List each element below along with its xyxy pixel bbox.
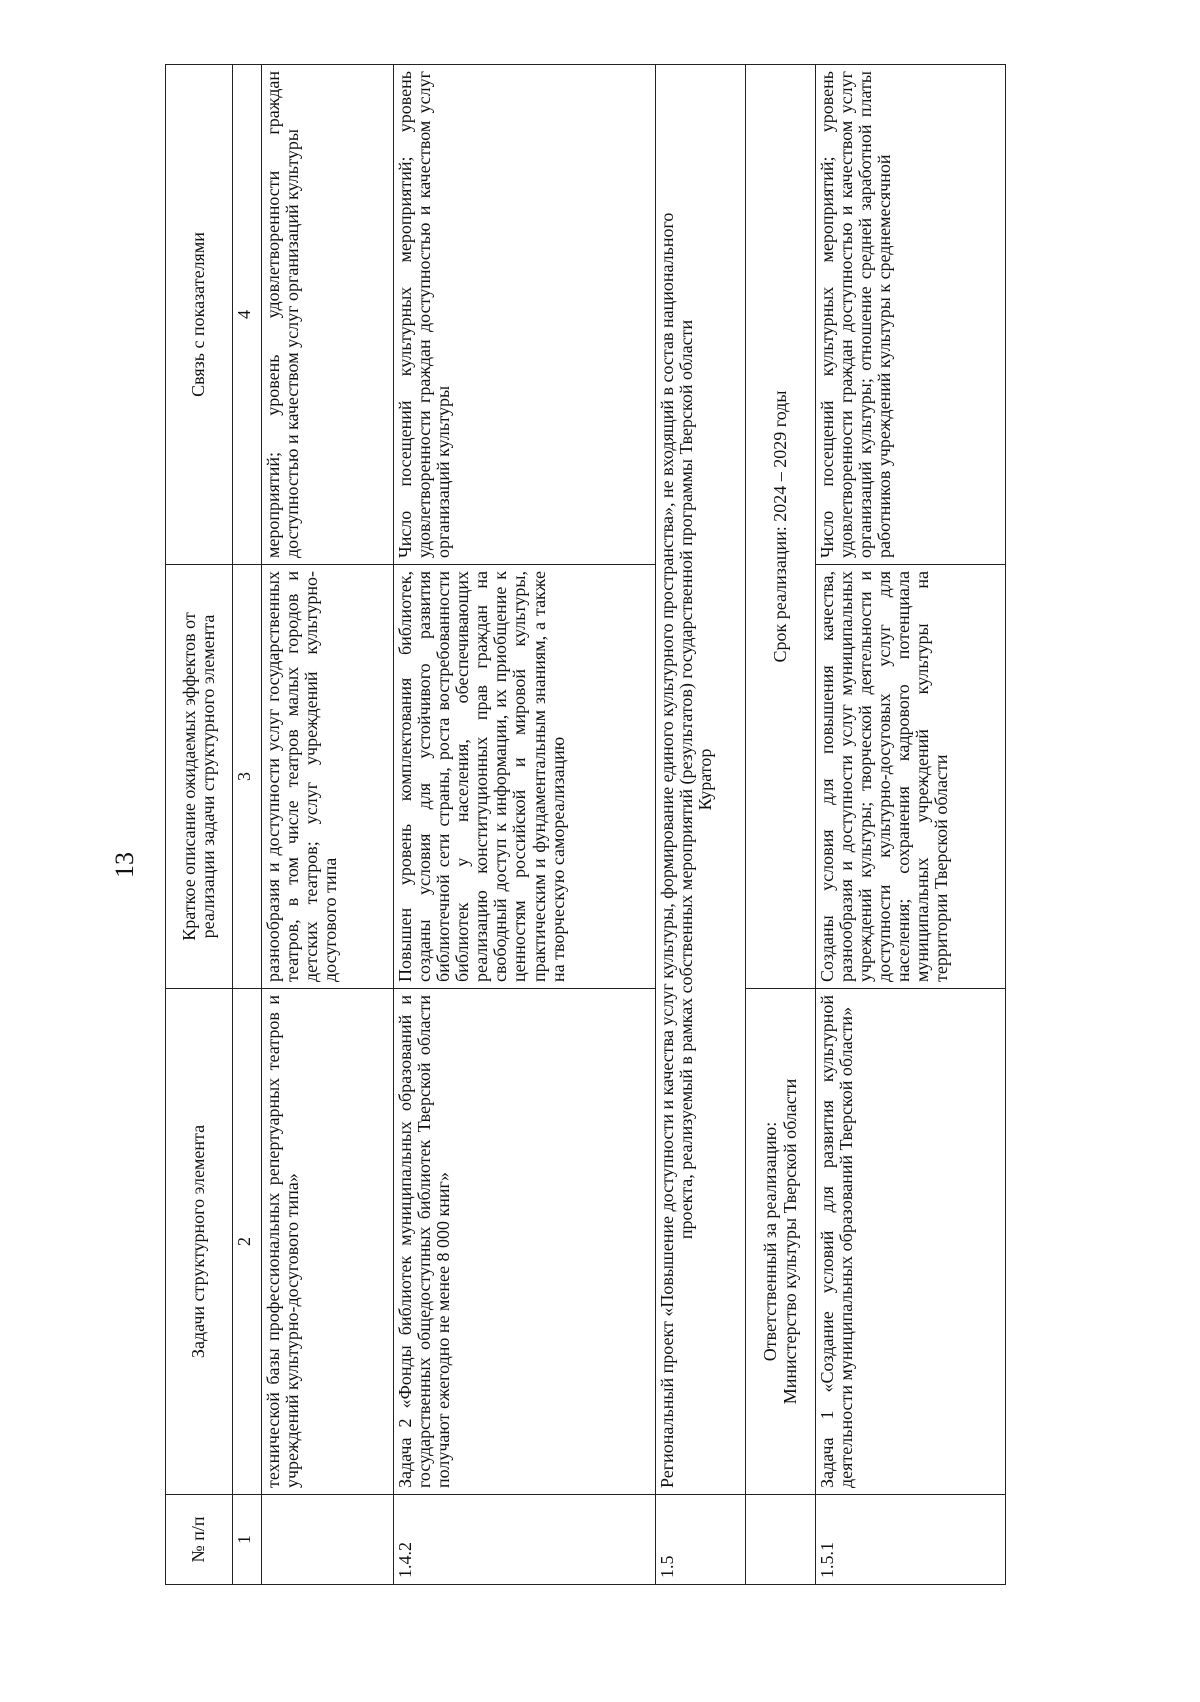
rotated-table-wrapper — [165, 65, 1067, 1585]
task-cell: технической базы профессиональных репертуарных театров и учреждений культурно-досугового типа» — [262, 989, 394, 1495]
structural-elements-table — [165, 64, 1006, 1585]
empty-cell — [746, 1495, 816, 1585]
column-number: 3 — [233, 565, 262, 989]
table-row — [262, 65, 394, 1585]
responsible-cell — [746, 989, 816, 1495]
indicators-cell: Число посещений культурных мероприятий; уровень удовлетворенности граждан доступностью и качеством услуг организаций культуры — [394, 65, 656, 565]
indicators-cell: мероприятий; уровень удовлетворенности граждан доступностью и качеством услуг организаций культуры — [262, 65, 394, 565]
effect-cell: разнообразия и доступности услуг государственных театров, в том числе театров малых городов и детских театров; услуг учреждений культурно-досугового типа — [262, 565, 394, 989]
regional-project-title-line: Региональный проект «Повышение доступности и качества услуг культуры, формирование единого культурного пространства», не входящий в состав национального — [657, 212, 677, 1488]
curator-label: Куратор — [695, 748, 716, 811]
column-number: 4 — [233, 65, 262, 565]
header-indicators: Связь с показателями — [166, 65, 233, 565]
responsible-label: Ответственный за реализацию: — [760, 1121, 781, 1362]
effect-cell: Повышен уровень комплектования библиотек, созданы условия для устойчивого развития библиотечной сети страны, роста востребованности библиотек у населения, обеспечивающих реализацию конституционных прав граждан на свободный доступ к информации, их приобщение к ценностям российской и мировой культуры, практическим и фундаментальным знаниям, а также на творческую самореализацию — [394, 565, 656, 989]
responsible-value: Министерство культуры Тверской области — [779, 1078, 800, 1405]
task-cell: Задача 1 «Создание условий для развития культурной деятельности муниципальных образований Тверской области» — [816, 989, 1006, 1495]
header-effects: Краткое описание ожидаемых эффектов от реализации задачи структурного элемента — [166, 565, 233, 989]
column-number: 1 — [233, 1495, 262, 1585]
effect-cell: Созданы условия для повышения качества, разнообразия и доступности услуг муниципальных учреждений культуры; творческой деятельности и доступности культурно-досуговых услуг для населения; сохранения кадрового потенциала муниципальных учреждений культуры на территории Тверской области — [816, 565, 1006, 989]
row-number — [262, 1495, 394, 1585]
header-number: № п/п — [166, 1495, 233, 1585]
regional-project-title — [656, 65, 746, 1495]
table-header-row — [166, 65, 233, 1585]
regional-project-title-line: проекта, реализуемый в рамках собственных мероприятий (результатов) государственной программы Тверской области — [676, 319, 697, 1240]
table-row — [394, 65, 656, 1585]
header-tasks: Задачи структурного элемента — [166, 989, 233, 1495]
task-cell: Задача 2 «Фонды библиотек муниципальных образований и государственных общедоступных библиотек Тверской области получают ежегодно не менее 8 000 книг» — [394, 989, 656, 1495]
page-number: 13 — [110, 852, 139, 878]
column-number: 2 — [233, 989, 262, 1495]
table-row — [816, 65, 1006, 1585]
column-numbers-row — [233, 65, 262, 1585]
regional-project-row — [656, 65, 746, 1585]
responsible-row — [746, 65, 816, 1585]
implementation-term: Срок реализации: 2024 – 2029 годы — [746, 65, 816, 989]
indicators-cell: Число посещений культурных мероприятий; уровень удовлетворенности граждан доступностью и качеством услуг организаций культуры; отношение средней заработной платы работников учреждений культуры к среднемесячной — [816, 65, 1006, 565]
row-number: 1.5 — [656, 1495, 746, 1585]
row-number: 1.5.1 — [816, 1495, 1006, 1585]
row-number: 1.4.2 — [394, 1495, 656, 1585]
